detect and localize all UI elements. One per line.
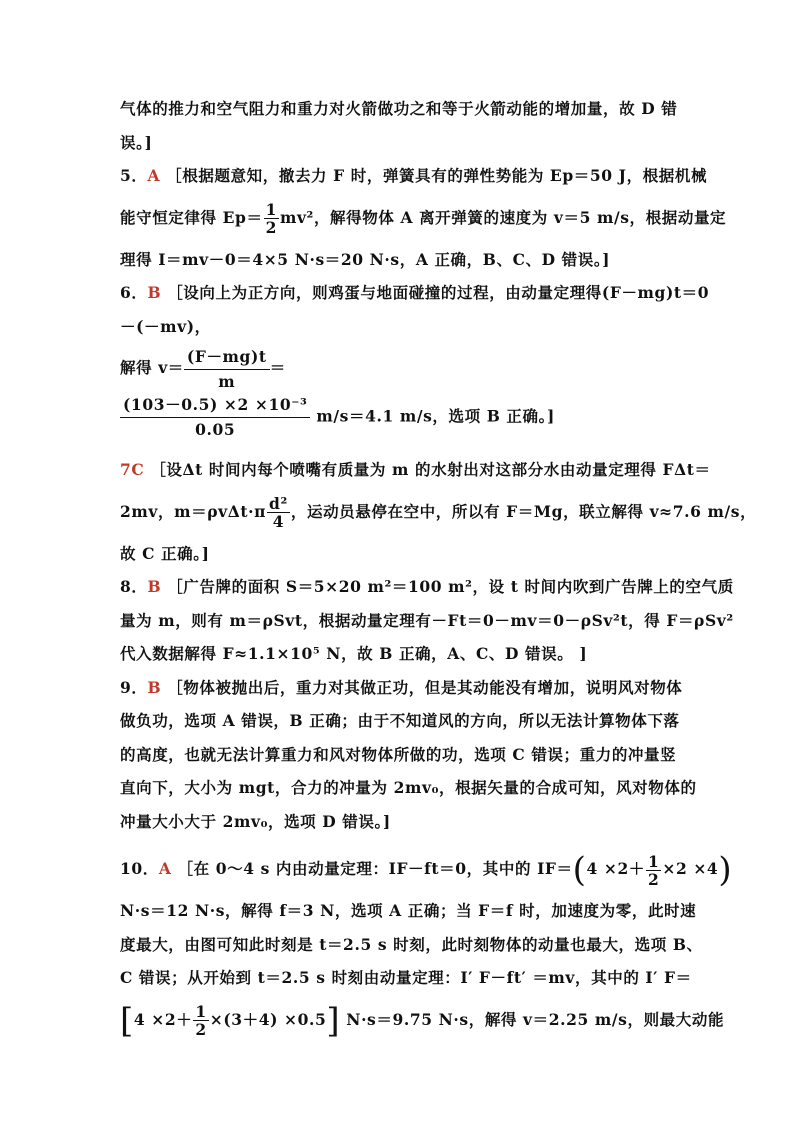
text: 2mv，m＝ρvΔt·π: [120, 501, 267, 521]
text: ×2 ×4: [662, 859, 719, 878]
text: 4 ×2＋: [586, 859, 645, 878]
numerator: 1: [265, 200, 277, 219]
q7-line-1: [120, 453, 711, 487]
question-number: 5．: [120, 166, 148, 185]
numerator: (F－mg)t: [184, 345, 270, 370]
left-paren: (: [572, 850, 587, 890]
answer-letter: B: [147, 283, 162, 302]
text: ［设向上为正方向，则鸡蛋与地面碰撞的过程，由动量定理得(F－mg)t＝0: [167, 283, 710, 302]
text: ［根据题意知，撤去力 F 时，弹簧具有的弹性势能为 Ep＝50 J，根据机械: [166, 166, 708, 185]
denominator: m: [218, 371, 236, 391]
answer-letter: B: [147, 577, 162, 596]
answer-letter: A: [158, 859, 172, 878]
text: 解得 v＝: [120, 358, 184, 377]
fraction: [193, 1003, 208, 1038]
answer-page: [120, 92, 757, 1045]
q10-line-5: [120, 995, 725, 1045]
q9-line-3: 的高度，也就无法计算重力和风对物体所做的功，选项 C 错误；重力的冲量竖: [120, 744, 677, 764]
text: ×(3＋4) ×0.5: [209, 1009, 327, 1029]
left-bracket: [: [120, 1000, 134, 1041]
text: ［广告牌的面积 S＝5×20 m²＝100 m²，设 t 时间内吹到广告牌上的空气质: [167, 577, 734, 596]
text: N·s＝9.75 N·s，解得 v＝2.25 m/s，则最大动能: [346, 1009, 725, 1029]
q5-line-2: [120, 193, 727, 243]
text-line: 气体的推力和空气阻力和重力对火箭做功之和等于火箭动能的增加量，故 D 错: [120, 99, 678, 118]
fraction: [264, 201, 279, 236]
text: m/s＝4.1 m/s，选项 B 正确。]: [316, 406, 555, 426]
text: ［在 0～4 s 内由动量定理：IF－ft＝0，其中的 IF＝: [177, 859, 573, 878]
text: ，运动员悬停在空中，所以有 F＝Mg，联立解得 v≈7.6 m/s，: [290, 501, 757, 521]
question-number: 7C: [120, 460, 145, 479]
question-number: 9．: [120, 677, 148, 697]
q6-line-4: [120, 393, 676, 453]
fraction: [184, 345, 270, 394]
q6-line-3: [120, 343, 676, 393]
denominator: 2: [265, 218, 277, 237]
q10-line-4: C 错误；从开始到 t＝2.5 s 时刻由动量定理：I′ F－ft′ ＝mv，其中的 I′ F＝: [120, 968, 692, 987]
answer-letter: A: [147, 166, 161, 185]
text: ［设Δt 时间内每个喷嘴有质量为 m 的水射出对这部分水由动量定理得 FΔt＝: [150, 460, 711, 479]
q6-line-2: －(－mv)，: [120, 316, 211, 336]
numerator: 1: [195, 1002, 207, 1021]
numerator: (103－0.5) ×2 ×10⁻³: [120, 393, 310, 418]
q5-line-1: [120, 159, 708, 193]
fraction: [267, 495, 290, 530]
answer-letter: B: [147, 677, 162, 697]
q9-line-4: 直向下，大小为 mgt，合力的冲量为 2mv₀，根据矢量的合成可知，风对物体的: [120, 778, 697, 797]
q6-line-1: [120, 276, 710, 310]
text: ＝: [269, 358, 286, 377]
q5-line-3: 理得 I＝mv－0＝4×5 N·s＝20 N·s，A 正确，B、C、D 错误。]: [120, 249, 611, 269]
numerator: d²: [269, 494, 288, 513]
q7-line-2: [120, 487, 757, 537]
denominator: 0.05: [195, 420, 236, 439]
q8-line-2: 量为 m，则有 m＝ρSvt，根据动量定理有－Ft＝0－mv＝0－ρSv²t，得 F＝ρSv²: [120, 610, 734, 630]
fraction: [646, 853, 661, 888]
q10-line-1: [120, 844, 733, 894]
q8-line-3: 代入数据解得 F≈1.1×10⁵ N，故 B 正确，A、C、D 错误。 ]: [120, 644, 588, 663]
question-number: 10．: [120, 859, 159, 878]
fraction: [120, 393, 310, 442]
right-bracket: ]: [326, 1000, 341, 1041]
denominator: 2: [195, 1020, 207, 1039]
text: 4 ×2＋: [133, 1009, 193, 1029]
text: mv²，解得物体 A 离开弹簧的速度为 v＝5 m/s，根据动量定: [279, 207, 727, 227]
q9-line-2: 做负功，选项 A 错误，B 正确；由于不知道风的方向，所以无法计算物体下落: [120, 711, 680, 730]
denominator: 2: [647, 869, 660, 889]
numerator: 1: [647, 851, 660, 871]
text: ［物体被抛出后，重力对其做正功，但是其动能没有增加，说明风对物体: [167, 677, 683, 697]
denominator: 4: [272, 512, 285, 531]
text-line: 误。]: [120, 132, 153, 152]
right-paren: ): [718, 850, 733, 890]
q8-line-1: [120, 570, 734, 604]
q10-line-3: 度最大，由图可知此时刻是 t＝2.5 s 时刻，此时刻物体的动量也最大，选项 B、: [120, 934, 703, 954]
q7-line-3: 故 C 正确。]: [120, 543, 210, 563]
question-number: 8．: [120, 577, 148, 596]
q9-line-5: 冲量大小大于 2mv₀，选项 D 错误。]: [120, 811, 391, 831]
q10-line-2: N·s＝12 N·s，解得 f＝3 N，选项 A 正确；当 F＝f 时，加速度为零，此时速: [120, 901, 697, 920]
text: 能守恒定律得 Ep＝: [120, 207, 263, 227]
q9-line-1: [120, 671, 683, 705]
question-number: 6．: [120, 283, 148, 302]
